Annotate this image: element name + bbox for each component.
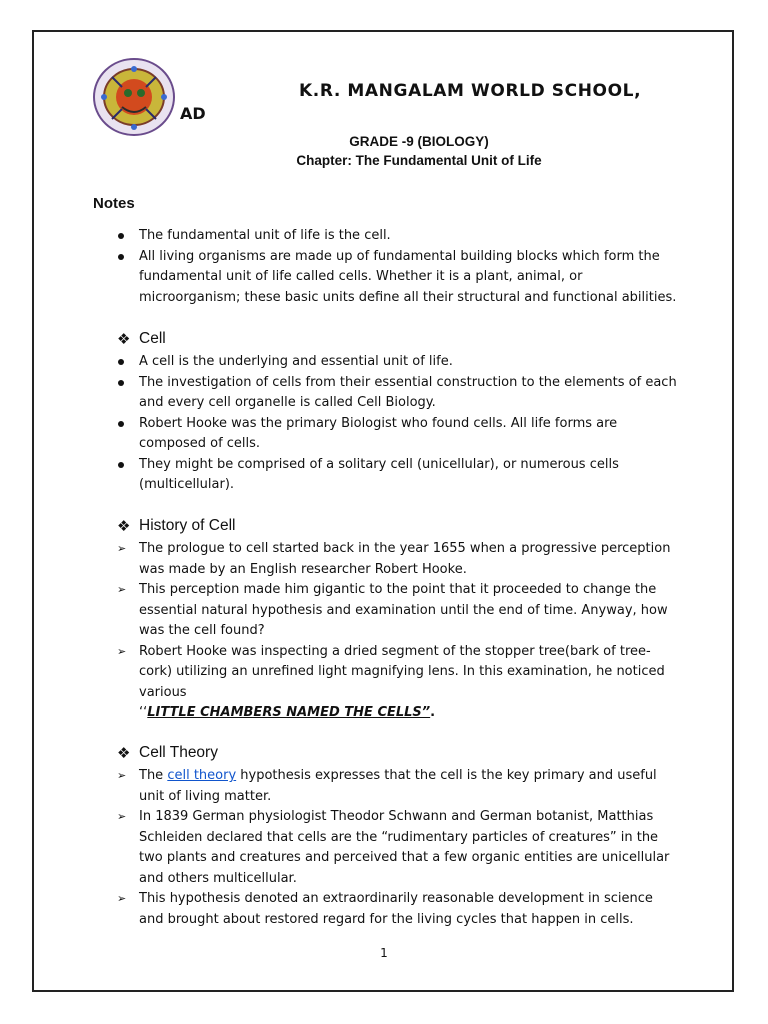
arrow-bullet-icon: ➢ xyxy=(117,769,127,782)
list-item: A cell is the underlying and essential unit of life. xyxy=(117,352,677,373)
diamond-bullet-icon: ❖ xyxy=(117,330,131,348)
arrow-bullet-icon: ➢ xyxy=(117,542,127,555)
notes-list xyxy=(117,226,677,308)
bullet-icon xyxy=(117,226,133,239)
page-number: 1 xyxy=(380,946,388,960)
list-item: The investigation of cells from their essential construction to the elements of each and every cell organelle is called Cell Biology. xyxy=(117,373,677,414)
history-list xyxy=(117,539,677,724)
bullet-icon xyxy=(117,247,133,260)
list-item: They might be comprised of a solitary cell (unicellular), or numerous cells (multicellular). xyxy=(117,455,677,496)
cell-list xyxy=(117,352,677,496)
arrow-bullet-icon: ➢ xyxy=(117,583,127,596)
cell-theory-link[interactable]: cell theory xyxy=(167,768,237,783)
list-item: ➢ The prologue to cell started back in the year 1655 when a progressive perception was made by an English researcher Robert Hooke. xyxy=(117,541,671,577)
school-crest-icon xyxy=(92,57,176,137)
notes-heading: Notes xyxy=(93,195,135,212)
section-heading-cell: ❖ Cell xyxy=(117,330,166,348)
grade-title: GRADE -9 (BIOLOGY) xyxy=(349,134,489,149)
bullet-icon xyxy=(117,373,133,386)
list-item: Robert Hooke was the primary Biologist who found cells. All life forms are composed of cells. xyxy=(117,414,677,455)
section-heading-history: ❖ History of Cell xyxy=(117,517,236,535)
section-heading-cell-theory: ❖ Cell Theory xyxy=(117,744,218,762)
list-item: ➢ This perception made him gigantic to the point that it proceeded to change the essential natural hypothesis and examination until the end of time. Anyway, how was the cell found? xyxy=(117,582,668,638)
arrow-bullet-icon: ➢ xyxy=(117,810,127,823)
school-name: K.R. MANGALAM WORLD SCHOOL, xyxy=(299,81,642,101)
diamond-bullet-icon: ❖ xyxy=(117,517,131,535)
list-item: ➢ This hypothesis denoted an extraordinarily reasonable development in science and brought about restored regard for the living cycles that happen in cells. xyxy=(117,891,653,927)
list-item: The fundamental unit of life is the cell. xyxy=(117,226,677,247)
list-item: ➢ In 1839 German physiologist Theodor Schwann and German botanist, Matthias Schleiden declared that cells are the “rudimentary particles of creatures” in the two plants and creatures and perceived that a few organic entities are unicellular and others multicellular. xyxy=(117,809,670,886)
diamond-bullet-icon: ❖ xyxy=(117,744,131,762)
chapter-title: Chapter: The Fundamental Unit of Life xyxy=(296,153,542,168)
list-item: ➢ The cell theory hypothesis expresses that the cell is the key primary and useful unit of living matter. xyxy=(117,768,657,804)
bullet-icon xyxy=(117,352,133,365)
bullet-icon xyxy=(117,455,133,468)
cell-theory-list xyxy=(117,766,677,930)
arrow-bullet-icon: ➢ xyxy=(117,644,127,658)
emphasis-text: LITTLE CHAMBERS NAMED THE CELLS” xyxy=(147,705,431,720)
list-item: ➢ Robert Hooke was inspecting a dried segment of the stopper tree(bark of tree-cork) utilizing an unrefined light magnifying lens. In this examination, he noticed various ‘‘LITTLE CHAMBERS NAMED THE CELLS”. xyxy=(117,643,665,720)
list-item: All living organisms are made up of fundamental building blocks which form the fundamental unit of life called cells. Whether it is a plant, animal, or microorganism; these basic units define all their structural and functional abilities. xyxy=(117,247,677,309)
bullet-icon xyxy=(117,414,133,427)
school-name-continuation: AD xyxy=(180,104,206,123)
arrow-bullet-icon: ➢ xyxy=(117,892,127,905)
